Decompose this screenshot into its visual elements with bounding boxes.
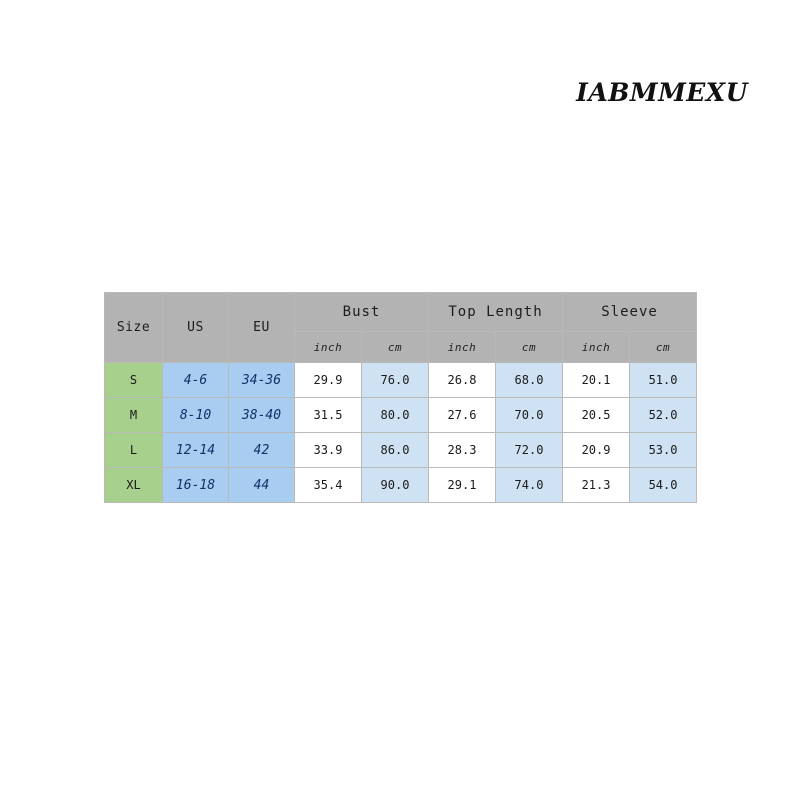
cell-top-inch: 29.1 (429, 468, 496, 503)
unit-header-top-inch: inch (429, 332, 496, 363)
cell-eu: 42 (229, 433, 295, 468)
cell-sleeve-inch: 20.5 (563, 398, 630, 433)
cell-bust-inch: 31.5 (295, 398, 362, 433)
cell-size: S (105, 363, 163, 398)
cell-size: XL (105, 468, 163, 503)
unit-header-bust-inch: inch (295, 332, 362, 363)
cell-bust-cm: 86.0 (362, 433, 429, 468)
cell-top-cm: 72.0 (496, 433, 563, 468)
cell-sleeve-cm: 52.0 (630, 398, 697, 433)
table-row (105, 363, 697, 398)
size-chart-container (104, 292, 696, 503)
unit-header-top-cm: cm (496, 332, 563, 363)
cell-bust-inch: 35.4 (295, 468, 362, 503)
cell-top-inch: 28.3 (429, 433, 496, 468)
column-header-bust: Bust (295, 293, 429, 332)
cell-eu: 34-36 (229, 363, 295, 398)
cell-size: M (105, 398, 163, 433)
cell-us: 8-10 (163, 398, 229, 433)
cell-top-cm: 68.0 (496, 363, 563, 398)
cell-eu: 44 (229, 468, 295, 503)
unit-header-sleeve-inch: inch (563, 332, 630, 363)
cell-top-inch: 27.6 (429, 398, 496, 433)
cell-eu: 38-40 (229, 398, 295, 433)
unit-header-bust-cm: cm (362, 332, 429, 363)
cell-sleeve-inch: 20.1 (563, 363, 630, 398)
cell-bust-cm: 90.0 (362, 468, 429, 503)
unit-header-sleeve-cm: cm (630, 332, 697, 363)
cell-sleeve-cm: 53.0 (630, 433, 697, 468)
cell-top-inch: 26.8 (429, 363, 496, 398)
cell-us: 4-6 (163, 363, 229, 398)
table-row (105, 398, 697, 433)
cell-sleeve-inch: 21.3 (563, 468, 630, 503)
size-chart-table (104, 292, 697, 503)
table-row (105, 468, 697, 503)
cell-bust-cm: 80.0 (362, 398, 429, 433)
cell-sleeve-cm: 54.0 (630, 468, 697, 503)
cell-sleeve-inch: 20.9 (563, 433, 630, 468)
table-row (105, 433, 697, 468)
cell-us: 12-14 (163, 433, 229, 468)
cell-bust-inch: 33.9 (295, 433, 362, 468)
column-header-sleeve: Sleeve (563, 293, 697, 332)
cell-size: L (105, 433, 163, 468)
brand-logo: IABMMEXU (576, 78, 748, 107)
cell-us: 16-18 (163, 468, 229, 503)
cell-top-cm: 70.0 (496, 398, 563, 433)
cell-sleeve-cm: 51.0 (630, 363, 697, 398)
table-header-row-groups (105, 293, 697, 332)
cell-bust-cm: 76.0 (362, 363, 429, 398)
column-header-us: US (163, 293, 229, 363)
cell-top-cm: 74.0 (496, 468, 563, 503)
cell-bust-inch: 29.9 (295, 363, 362, 398)
column-header-size: Size (105, 293, 163, 363)
column-header-eu: EU (229, 293, 295, 363)
column-header-top-length: Top Length (429, 293, 563, 332)
